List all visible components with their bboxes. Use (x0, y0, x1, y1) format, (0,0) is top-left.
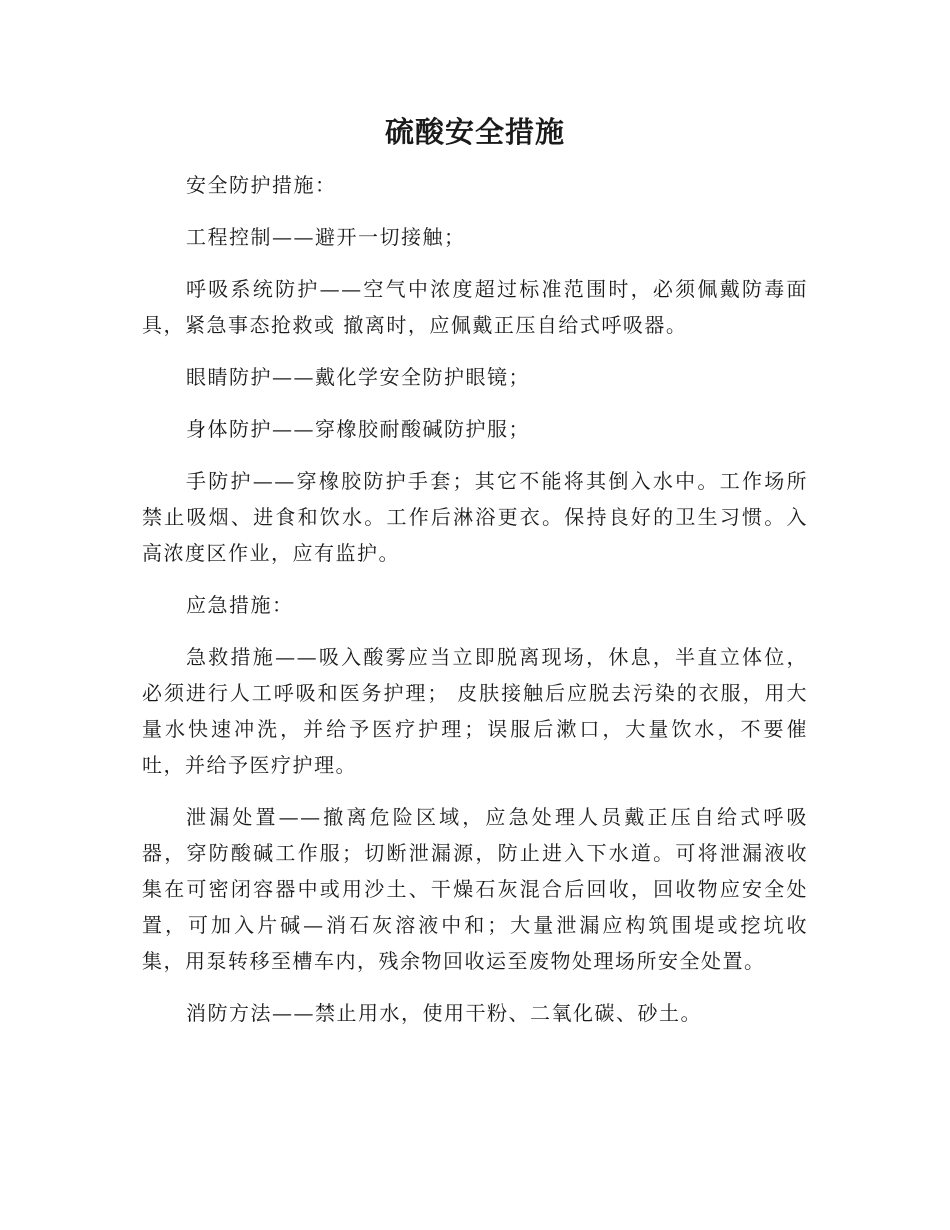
paragraph-respiratory-protection: 呼吸系统防护——空气中浓度超过标准范围时，必须佩戴防毒面具，紧急事态抢救或 撤离时，应佩戴正压自给式呼吸器。 (142, 277, 808, 337)
paragraph-eye-protection: 眼睛防护——戴化学安全防护眼镜； (186, 365, 530, 389)
paragraph-protection-heading: 安全防护措施： (186, 173, 337, 197)
paragraph-firefighting: 消防方法——禁止用水，使用干粉、二氧化碳、砂土。 (186, 1001, 702, 1025)
paragraph-hand-protection: 手防护——穿橡胶防护手套；其它不能将其倒入水中。工作场所禁止吸烟、进食和饮水。工作后淋浴更衣。保持良好的卫生习惯。入高浓度区作业，应有监护。 (142, 469, 808, 565)
document-body (142, 167, 808, 1047)
paragraph-leak-disposal: 泄漏处置——撤离危险区域，应急处理人员戴正压自给式呼吸器，穿防酸碱工作服；切断泄漏源，防止进入下水道。可将泄漏液收集在可密闭容器中或用沙土、干燥石灰混合后回收，回收物应安全处置，可加入片碱—消石灰溶液中和；大量泄漏应构筑围堤或挖坑收集，用泵转移至槽车内，残余物回收运至废物处理场所安全处置。 (142, 805, 808, 973)
paragraph-first-aid: 急救措施——吸入酸雾应当立即脱离现场，休息，半直立体位，必须进行人工呼吸和医务护理； 皮肤接触后应脱去污染的衣服，用大量水快速冲洗，并给予医疗护理；误服后漱口，大量饮水，不要催吐，并给予医疗护理。 (142, 645, 808, 777)
paragraph-engineering-control: 工程控制——避开一切接触； (186, 225, 466, 249)
document-title: 硫酸安全措施 (384, 115, 565, 149)
paragraph-body-protection: 身体防护——穿橡胶耐酸碱防护服； (186, 417, 530, 441)
paragraph-emergency-heading: 应急措施： (186, 593, 294, 617)
